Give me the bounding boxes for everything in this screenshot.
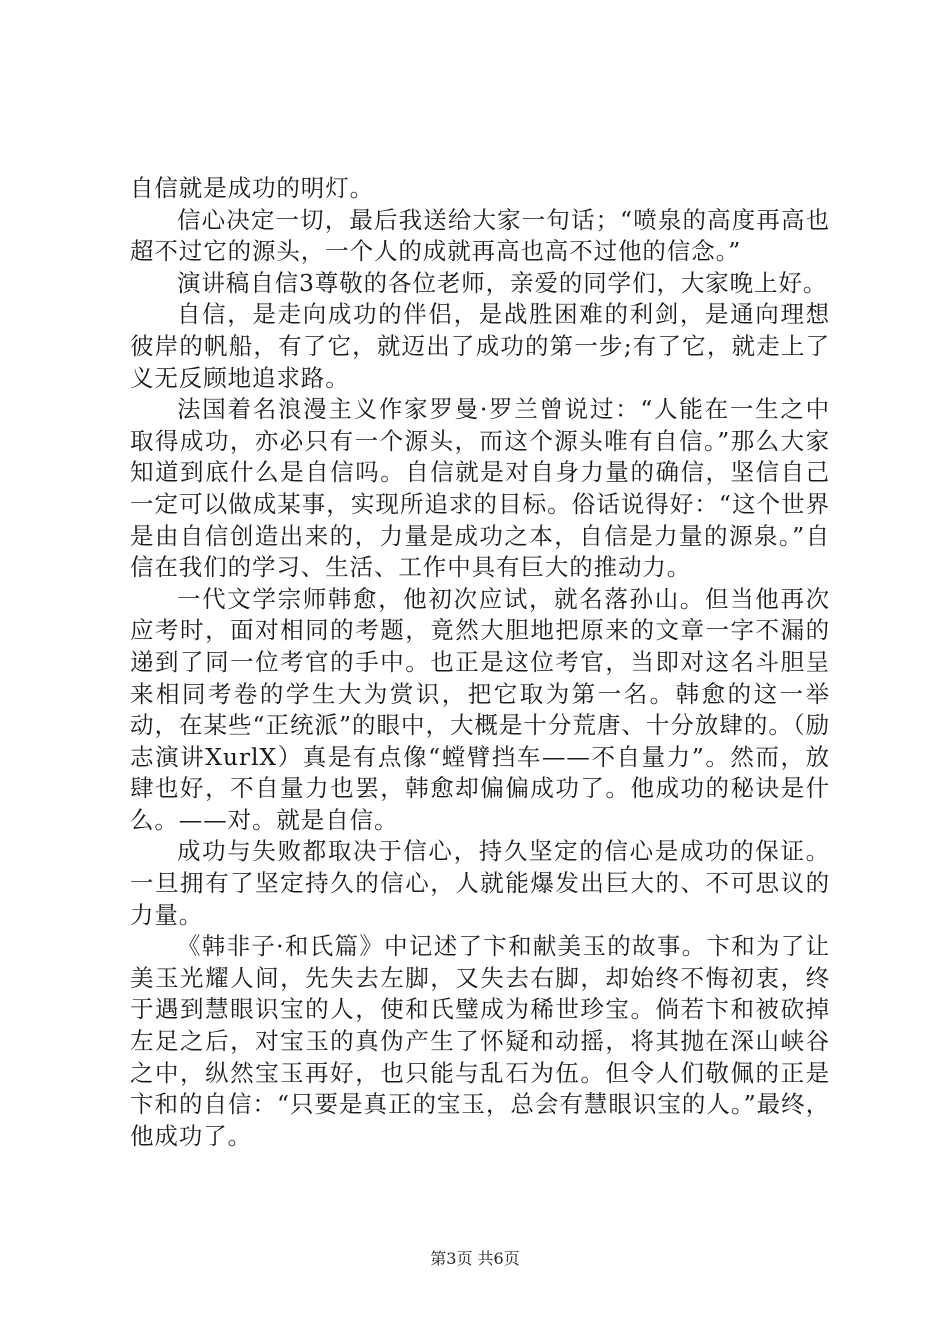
paragraph: 成功与失败都取决于信心，持久坚定的信心是成功的保证。一旦拥有了坚定持久的信心，人就能爆发出巨大的、不可思议的力量。 xyxy=(130,837,830,929)
document-body xyxy=(130,173,830,1152)
paragraph: 一代文学宗师韩愈，他初次应试，就名落孙山。但当他再次应考时，面对相同的考题，竟然大胆地把原来的文章一字不漏的递到了同一位考官的手中。也正是这位考官，当即对这名斗胆呈来相同考卷的学生大为赏识，把它取为第一名。韩愈的这一举动，在某些“正统派”的眼中，大概是十分荒唐、十分放肆的。（励志演讲XurlX）真是有点像“螳臂挡车——不自量力”。然而，放肆也好，不自量力也罢，韩愈却偏偏成功了。他成功的秘诀是什么。——对。就是自信。 xyxy=(130,584,830,834)
paragraph: 演讲稿自信3尊敬的各位老师，亲爱的同学们，大家晚上好。 xyxy=(177,268,828,297)
paragraph: 自信就是成功的明灯。 xyxy=(130,174,374,202)
paragraph: 《韩非子·和氏篇》中记述了卞和献美玉的故事。卞和为了让美玉光耀人间，先失去左脚，又失去右脚，却始终不悔初衷，终于遇到慧眼识宝的人，使和氏璧成为稀世珍宝。倘若卞和被砍掉左足之后，对宝玉的真伪产生了怀疑和动摇，将其抛在深山峡谷之中，纵然宝玉再好，也只能与乱石为伍。但令人们敬佩的正是卞和的自信：“只要是真正的宝玉，总会有慧眼识宝的人。”最终，他成功了。 xyxy=(130,932,830,1150)
paragraph: 自信，是走向成功的伴侣，是战胜困难的利剑，是通向理想彼岸的帆船，有了它，就迈出了成功的第一步;有了它，就走上了义无反顾地追求路。 xyxy=(130,300,830,392)
paragraph: 信心决定一切，最后我送给大家一句话；“喷泉的高度再高也超不过它的源头，一个人的成就再高也高不过他的信念。” xyxy=(130,205,830,266)
paragraph: 法国着名浪漫主义作家罗曼·罗兰曾说过：“人能在一生之中取得成功，亦必只有一个源头，而这个源头唯有自信。”那么大家知道到底什么是自信吗。自信就是对自身力量的确信，坚信自己一定可以做成某事，实现所追求的目标。俗话说得好：“这个世界是由自信创造出来的，力量是成功之本，自信是力量的源泉。”自信在我们的学习、生活、工作中具有巨大的推动力。 xyxy=(130,395,830,582)
page-footer: 第3页 共6页 xyxy=(430,1249,520,1268)
